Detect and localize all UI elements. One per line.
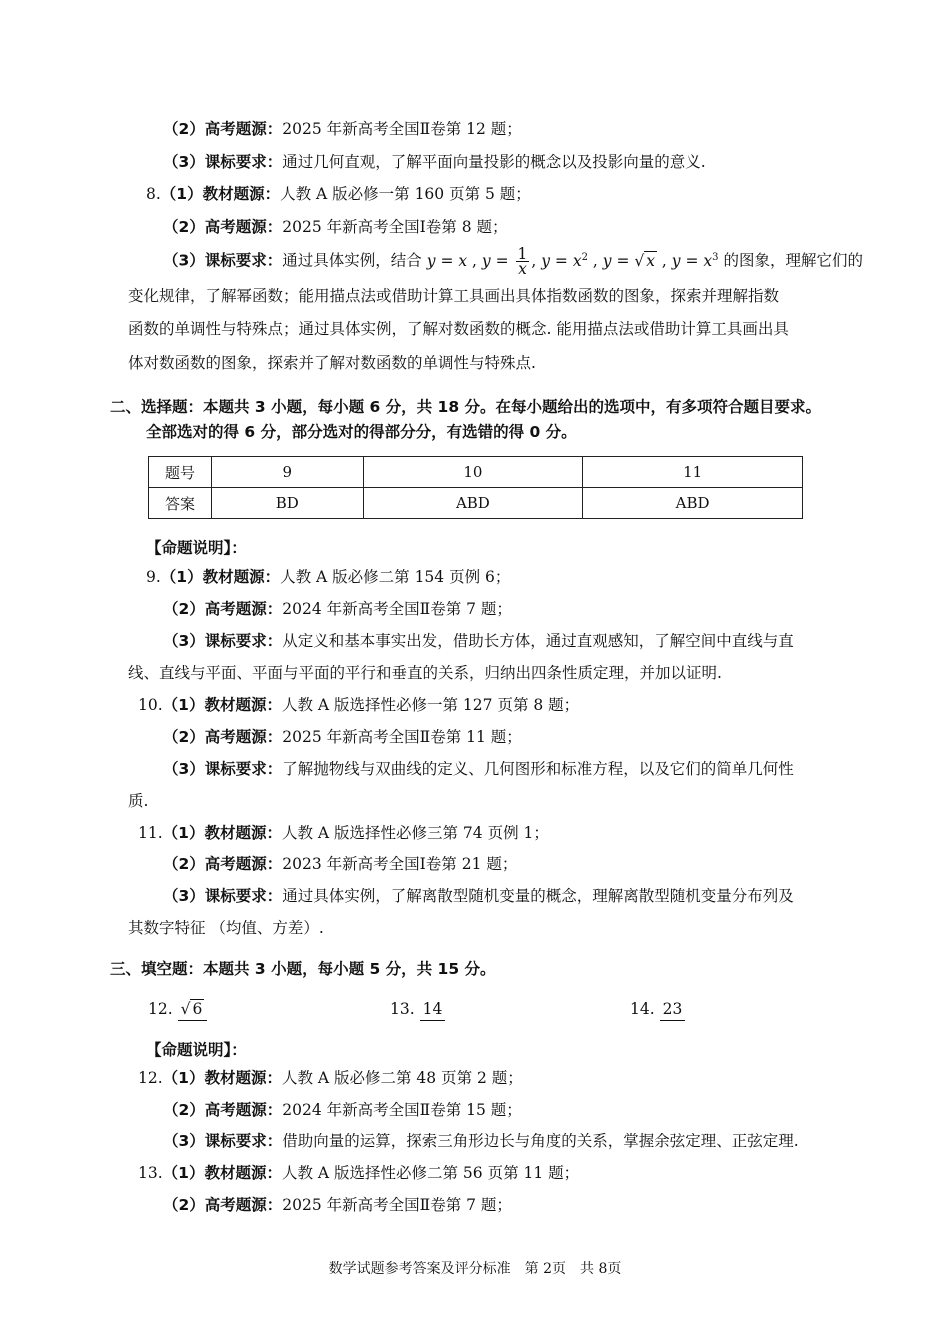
label: （3）课标要求： [163, 887, 283, 905]
text: 人教 A 版必修二第 154 页例 6； [280, 568, 511, 586]
table-cell: ABD [583, 488, 803, 519]
question-number: 11. [138, 824, 163, 842]
label: （2）高考题源： [163, 728, 283, 746]
line-q7-3 [163, 151, 706, 173]
text: 人教 A 版选择性必修二第 56 页第 11 题； [281, 1164, 580, 1182]
line-q11-4: 其数字特征 （均值、方差）. [128, 919, 324, 937]
text: 2025 年新高考全国Ⅱ卷第 7 题； [282, 1196, 512, 1214]
text: 借助向量的运算，探索三角形边长与角度的关系，掌握余弦定理、正弦定理. [282, 1132, 799, 1150]
text: 通过具体实例，了解离散型随机变量的概念，理解离散型随机变量分布列及 [282, 887, 794, 905]
fill-answer-14 [630, 998, 685, 1021]
text: 2025 年新高考全国Ⅱ卷第 12 题； [282, 120, 522, 138]
section-3-heading: 三、填空题：本题共 3 小题，每小题 5 分，共 15 分。 [110, 960, 496, 978]
table-cell: 题号 [149, 457, 212, 488]
label: （1）教材题源： [162, 824, 282, 842]
line-q8-5: 函数的单调性与特殊点；通过具体实例，了解对数函数的概念. 能用描点法或借助计算工具画出具 [128, 320, 789, 338]
question-number: 12. [148, 1000, 173, 1018]
answer-blank: √ 6 [178, 998, 208, 1021]
line-q12-3 [163, 1130, 799, 1152]
table-cell: 11 [583, 457, 803, 488]
note-heading: 【命题说明】： [146, 539, 247, 557]
text: 2025 年新高考全国Ⅰ卷第 8 题； [282, 218, 508, 236]
label: （3）课标要求： [163, 251, 283, 270]
question-number: 8. [146, 185, 161, 203]
question-number: 12. [138, 1069, 163, 1087]
page-footer: 数学试题参考答案及评分标准 第 2页 共 8页 [328, 1261, 622, 1277]
question-number: 13. [138, 1164, 163, 1182]
line-q10-2 [163, 726, 522, 748]
answer-value: 14 [420, 998, 446, 1021]
formula-functions: y = x , y = $\frac{1}{x}$ , $y = x^2$ , y = √ x , $y = x^3$ [426, 245, 719, 278]
section-2-subheading: 全部选对的得 6 分，部分选对的得部分分，有选错的得 0 分。 [146, 423, 577, 441]
line-q8-4: 变化规律，了解幂函数；能用描点法或借助计算工具画出具体指数函数的图象，探索并理解指数 [128, 287, 780, 305]
line-q7-2 [163, 118, 522, 140]
label: （2）高考题源： [163, 218, 283, 236]
line-q13-1 [138, 1162, 579, 1184]
label: （1）教材题源： [162, 696, 282, 714]
table-cell: 答案 [149, 488, 212, 519]
note-heading: 【命题说明】： [146, 1041, 247, 1059]
label: （1）教材题源： [160, 185, 281, 203]
label: （2）高考题源： [163, 120, 283, 138]
line-q12-1 [138, 1067, 523, 1089]
table-cell: 9 [212, 457, 364, 488]
label: （1）教材题源： [160, 568, 281, 586]
table-cell: 10 [363, 457, 583, 488]
line-q8-6: 体对数函数的图象，探索并了解对数函数的单调性与特殊点. [128, 354, 536, 372]
label: （1）教材题源： [162, 1164, 282, 1182]
label: （2）高考题源： [163, 1196, 283, 1214]
label: （2）高考题源： [163, 1101, 283, 1119]
line-q8-2 [163, 216, 508, 238]
table-cell: BD [212, 488, 364, 519]
question-number: 14. [630, 1000, 655, 1018]
text: 人教 A 版选择性必修一第 127 页第 8 题； [281, 696, 580, 714]
line-q9-4: 线、直线与平面、平面与平面的平行和垂直的关系，归纳出四条性质定理，并加以证明. [128, 664, 722, 682]
question-number: 10. [138, 696, 163, 714]
question-number: 9. [146, 568, 161, 586]
label: （3）课标要求： [163, 632, 283, 650]
text: 人教 A 版选择性必修三第 74 页例 1； [281, 824, 549, 842]
fill-answer-13 [390, 998, 445, 1021]
label: （2）高考题源： [163, 855, 283, 873]
text: 2025 年新高考全国Ⅱ卷第 11 题； [282, 728, 522, 746]
line-q8-1 [146, 183, 531, 205]
line-q9-3 [163, 630, 794, 652]
line-q11-1 [138, 822, 549, 844]
text: 了解抛物线与双曲线的定义、几何图形和标准方程，以及它们的简单几何性 [282, 760, 794, 778]
section-2-heading: 二、选择题：本题共 3 小题，每小题 6 分，共 18 分。在每小题给出的选项中，有多项符合题目要求。 [110, 398, 822, 416]
text: 通过具体实例，结合 [282, 251, 422, 270]
line-q11-2 [163, 853, 517, 875]
line-q11-3 [163, 885, 794, 907]
label: （3）课标要求： [163, 1132, 283, 1150]
line-q10-1 [138, 694, 579, 716]
text: 的图象，理解它们的 [723, 251, 863, 270]
label: （2）高考题源： [163, 600, 283, 618]
text: 人教 A 版必修二第 48 页第 2 题； [281, 1069, 523, 1087]
label: （1）教材题源： [162, 1069, 282, 1087]
line-q9-1 [146, 566, 510, 588]
text: 人教 A 版必修一第 160 页第 5 题； [280, 185, 531, 203]
table-cell: ABD [363, 488, 583, 519]
line-q9-2 [163, 598, 512, 620]
table-row [149, 457, 803, 488]
answer-value: 23 [660, 998, 686, 1021]
text: 从定义和基本事实出发，借助长方体，通过直观感知，了解空间中直线与直 [282, 632, 794, 650]
text: 通过几何直观，了解平面向量投影的概念以及投影向量的意义. [282, 153, 706, 171]
line-q12-2 [163, 1099, 522, 1121]
text: 2024 年新高考全国Ⅱ卷第 7 题； [282, 600, 512, 618]
text: 2024 年新高考全国Ⅱ卷第 15 题； [282, 1101, 522, 1119]
line-q13-2 [163, 1194, 512, 1216]
label: （3）课标要求： [163, 760, 283, 778]
line-q10-3 [163, 758, 794, 780]
question-number: 13. [390, 1000, 415, 1018]
line-q8-3 [163, 247, 863, 276]
line-q10-4: 质. [128, 792, 149, 810]
answer-value: 6 [192, 1000, 203, 1018]
label: （3）课标要求： [163, 153, 283, 171]
table-row [149, 488, 803, 519]
fill-answer-12 [148, 998, 207, 1021]
answer-table [148, 456, 803, 519]
text: 2023 年新高考全国Ⅰ卷第 21 题； [282, 855, 518, 873]
